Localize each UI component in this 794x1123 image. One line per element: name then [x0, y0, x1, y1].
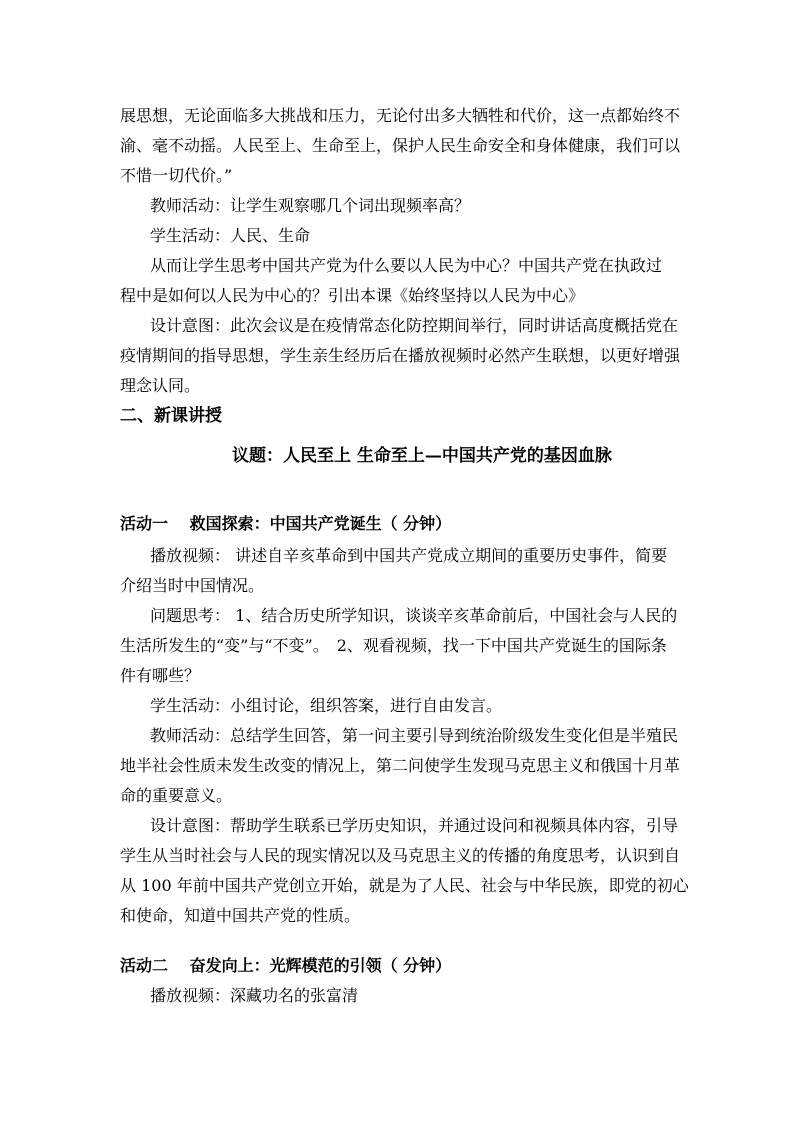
- body-text-line: 介绍当时中国情况。: [120, 576, 265, 595]
- activity-two-heading: 活动二 奋发向上：光辉模范的引领（ 分钟）: [120, 956, 452, 975]
- paragraph-play-video: 播放视频： 讲述自辛亥革命到中国共产党成立期间的重要历史事件，简要: [150, 546, 668, 565]
- body-text-line: 和使命，知道中国共产党的性质。: [120, 906, 361, 925]
- body-text-line: 疫情期间的指导思想，学生亲生经历后在播放视频时必然产生联想，以更好增强: [120, 346, 681, 365]
- section-heading: 二、新课讲授: [120, 406, 222, 426]
- paragraph-student-activity: 学生活动：人民、生命: [150, 226, 311, 245]
- body-text-line: 不惜一切代价。”: [120, 166, 233, 185]
- body-text-line: 命的重要意义。: [120, 786, 233, 805]
- body-text-line: 展思想，无论面临多大挑战和压力，无论付出多大牺牲和代价，这一点都始终不: [120, 106, 681, 125]
- paragraph-play-video: 播放视频：深藏功名的张富清: [150, 986, 359, 1005]
- paragraph-teacher-activity: 教师活动：总结学生回答，第一问主要引导到统治阶级发生变化但是半殖民: [150, 726, 679, 745]
- body-text-line: 渝、毫不动摇。人民至上、生命至上，保护人民生命安全和身体健康，我们可以: [120, 136, 681, 155]
- paragraph-student-activity: 学生活动：小组讨论，组织答案，进行自由发言。: [150, 696, 503, 715]
- body-text-line: 理念认同。: [120, 376, 201, 395]
- paragraph-teacher-activity: 教师活动：让学生观察哪几个词出现频率高？: [150, 196, 471, 215]
- paragraph-design-intent: 设计意图：此次会议是在疫情常态化防控期间举行，同时讲话高度概括党在: [150, 316, 679, 335]
- paragraph-question: 问题思考： 1、结合历史所学知识，谈谈辛亥革命前后，中国社会与人民的: [150, 606, 678, 625]
- body-text-line: 从 100 年前中国共产党创立开始，就是为了人民、社会与中华民族，即党的初心: [120, 876, 689, 895]
- activity-one-heading: 活动一 救国探索：中国共产党诞生（ 分钟）: [120, 514, 452, 533]
- body-text-line: 生活所发生的“变”与“不变”。 2、观看视频，找一下中国共产党诞生的国际条: [120, 636, 667, 655]
- paragraph-design-intent: 设计意图：帮助学生联系已学历史知识，并通过设问和视频具体内容，引导: [150, 816, 679, 835]
- body-text-line: 地半社会性质未发生改变的情况上，第二问使学生发现马克思主义和俄国十月革: [120, 756, 681, 775]
- topic-heading: 议题：人民至上 生命至上—中国共产党的基因血脉: [232, 446, 612, 466]
- body-text-line: 学生从当时社会与人民的现实情况以及马克思主义的传播的角度思考，认识到自: [120, 846, 681, 865]
- body-text-line: 程中是如何以人民为中心的？引出本课《始终坚持以人民为中心》: [120, 286, 585, 305]
- body-text-line: 件有哪些？: [120, 666, 201, 685]
- paragraph-intro: 从而让学生思考中国共产党为什么要以人民为中心？中国共产党在执政过: [150, 256, 663, 275]
